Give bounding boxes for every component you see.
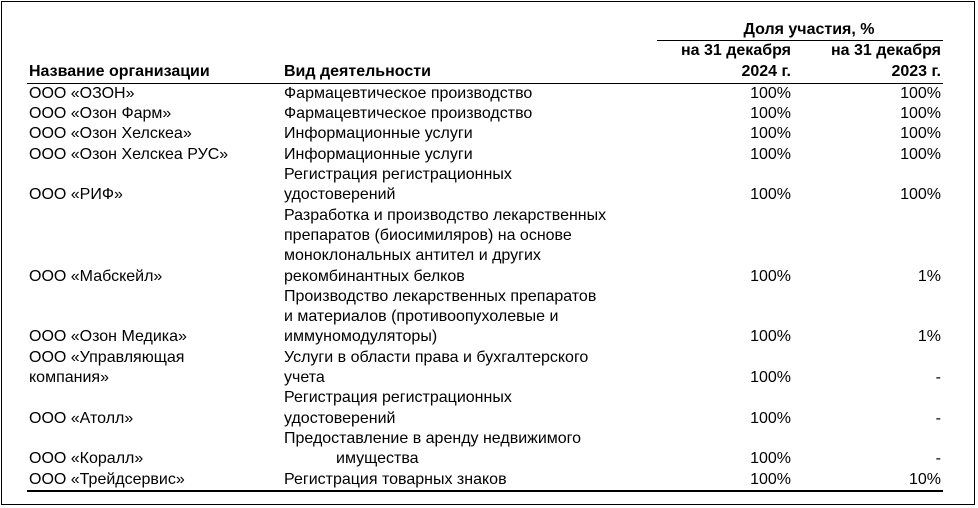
column-header-2023-line1: на 31 декабря [831,42,941,60]
activity-line: удостоверений [284,409,396,427]
activity-line: имущества [336,450,419,468]
activity-cell [282,83,657,104]
activity-line: препаратов (биосимиляров) на основе [284,226,572,244]
share-2023-cell: 100% [900,84,941,102]
org-name-line: ООО «Трейдсервис» [29,470,185,488]
activity-cell [282,145,657,165]
share-title: Доля участия, % [657,20,943,41]
column-header-activity: Вид деятельности [282,41,657,84]
ownership-table [27,20,943,492]
ownership-table-container [27,20,943,492]
org-name-cell [27,145,282,165]
org-name-line: ООО «РИФ» [29,186,123,204]
table-row [27,104,943,124]
activity-line: Информационные услуги [284,125,473,143]
activity-line: моноклональных антител и других [284,247,541,265]
org-name-cell [27,104,282,124]
activity-line: Разработка и производство лекарственных [284,206,607,224]
column-header-2024-line2: 2024 г. [741,62,791,80]
header-row-columns [27,41,943,84]
activity-cell [282,429,657,470]
share-2024-cell: 100% [750,105,791,123]
activity-cell [282,470,657,491]
org-name-line: ООО «Озон Медика» [29,328,187,346]
share-2023-cell: 1% [917,328,941,346]
activity-line: Фармацевтическое производство [284,105,533,123]
activity-line: удостоверений [284,186,396,204]
share-2023-cell: - [935,450,941,468]
table-row [27,348,943,389]
org-name-cell [27,470,282,491]
activity-line: иммуномодуляторы) [284,328,438,346]
share-2023-cell: 100% [900,145,941,163]
column-header-2023-line2: 2023 г. [891,62,941,80]
table-row [27,388,943,429]
org-name-cell [27,83,282,104]
table-row [27,145,943,165]
share-2024-cell: 100% [750,450,791,468]
activity-line: Производство лекарственных препаратов [284,287,597,305]
share-2024-cell: 100% [750,145,791,163]
activity-cell [282,287,657,348]
share-2023-cell: 1% [917,267,941,285]
org-name-cell [27,429,282,470]
org-name-cell [27,124,282,144]
table-row [27,287,943,348]
activity-line: Фармацевтическое производство [284,84,533,102]
column-header-2024-line1: на 31 декабря [681,42,791,60]
share-2024-cell: 100% [750,186,791,204]
org-name-line: ООО «Коралл» [29,450,144,468]
activity-line: и материалов (противоопухолевые и [284,308,559,326]
share-2023-cell: 100% [900,125,941,143]
activity-cell [282,124,657,144]
share-2023-cell: 100% [900,186,941,204]
org-name-line: ООО «Озон Хелскеа РУС» [29,145,229,163]
table-row [27,83,943,104]
table-row [27,206,943,287]
share-2023-cell: 100% [900,105,941,123]
org-name-line: ООО «Атолл» [29,409,134,427]
org-name-line: ООО «ОЗОН» [29,84,135,102]
share-2024-cell: 100% [657,470,793,491]
table-body [27,83,943,490]
activity-cell [282,206,657,287]
org-name-cell [27,388,282,429]
share-2024-cell: 100% [750,267,791,285]
column-header-org: Название организации [27,41,282,84]
share-2023-cell: 10% [793,470,943,491]
table-row [27,429,943,470]
share-2024-cell: 100% [750,84,791,102]
org-name-cell [27,348,282,389]
org-name-line: ООО «Мабскейл» [29,267,163,285]
share-2023-cell: - [935,369,941,387]
org-name-cell [27,165,282,206]
share-2024-cell: 100% [750,328,791,346]
activity-line: Предоставление в аренду недвижимого [284,429,582,447]
share-2024-cell: 100% [750,409,791,427]
share-2024-cell: 100% [750,125,791,143]
table-row [27,470,943,491]
activity-line: Услуги в области права и бухгалтерского [284,348,589,366]
org-name-line: ООО «Озон Хелскеа» [29,125,192,143]
activity-line: учета [284,369,325,387]
activity-line: Регистрация товарных знаков [284,470,507,488]
org-name-cell [27,287,282,348]
column-header-2023 [793,41,943,84]
share-2024-cell: 100% [750,369,791,387]
activity-line: Информационные услуги [284,145,473,163]
org-name-cell [27,206,282,287]
column-header-2024 [657,41,793,84]
table-row [27,165,943,206]
org-name-line: ООО «Озон Фарм» [29,105,172,123]
activity-line: Регистрация регистрационных [284,389,512,407]
activity-cell [282,165,657,206]
activity-line: Регистрация регистрационных [284,166,512,184]
org-name-line: ООО «Управляющая [29,348,185,366]
activity-cell [282,348,657,389]
activity-line: рекомбинантных белков [284,267,465,285]
org-name-line: компания» [29,369,109,387]
activity-cell [282,388,657,429]
table-row [27,124,943,144]
share-2023-cell: - [935,409,941,427]
header-row-share [27,20,943,41]
activity-cell [282,104,657,124]
